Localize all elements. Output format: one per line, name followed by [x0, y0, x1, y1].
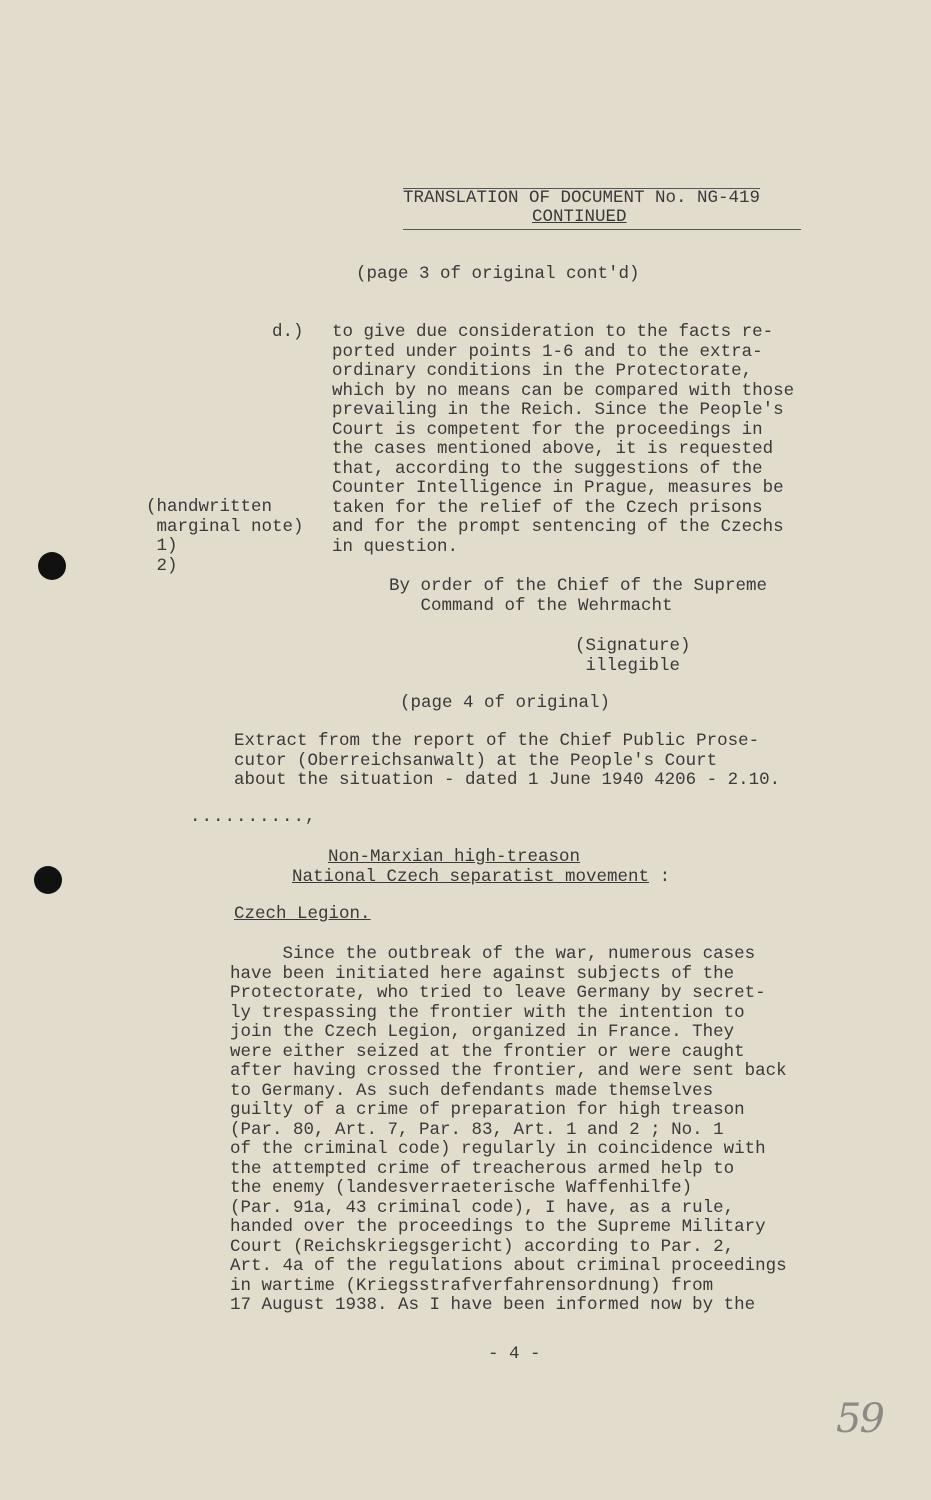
ellipsis-dots: .........., — [190, 807, 317, 827]
item-d-paragraph: to give due consideration to the facts re- ported under points 1-6 and to the extra- ordinary conditions in the Protectorate, which by no means can be compared with those prevailing in the Reich. Since the People's Court is competent for the proceedings in the cases mentioned above, it is requested that, according to the suggestions of the Counter Intelligence in Prague, measures be taken for the relief of the Czech prisons and for the prompt sentencing of the Czechs in question. — [332, 322, 795, 557]
body-paragraph: Since the outbreak of the war, numerous cases have been initiated here against subjects of the Protectorate, who tried to leave Germany by secret- ly trespassing the frontier with the intention to join the Czech Legion, organized in France. They were either seized at the frontier or were caught after having crossed the frontier, and were sent back to Germany. As such defendants made themselves guilty of a crime of preparation for high treason (Par. 80, Art. 7, Par. 83, Art. 1 and 2 ; No. 1 of the criminal code) regularly in coincidence with the attempted crime of treacherous armed help to the enemy (landesverraeterische Waffenhilfe) (Par. 91a, 43 criminal code), I have, as a rule, handed over the proceedings to the Supreme Military Court (Reichskriegsgericht) according to Par. 2, Art. 4a of the regulations about criminal proceedings in wartime (Kriegsstrafverfahrensordnung) from 17 August 1938. As I have been informed now by the — [230, 944, 787, 1315]
marginal-note: (handwritten marginal note) 1) 2) — [146, 497, 304, 576]
page3-continued-note: (page 3 of original cont'd) — [356, 264, 640, 284]
continued-label: CONTINUED — [532, 207, 627, 227]
extract-paragraph: Extract from the report of the Chief Public Prose- cutor (Oberreichsanwalt) at the People's Court about the situation - dated 1 June 1940 4206 - 2.10. — [234, 731, 781, 790]
punch-hole-lower — [34, 866, 62, 894]
section-title-line2-text: National Czech separatist movement — [292, 867, 650, 887]
section-title-line2 — [292, 868, 670, 888]
handwritten-page-number: 59 — [836, 1396, 883, 1442]
item-d-letter: d.) — [272, 322, 304, 342]
punch-hole-upper — [38, 552, 66, 580]
order-line: By order of the Chief of the Supreme Command of the Wehrmacht — [389, 576, 768, 616]
page4-note: (page 4 of original) — [400, 693, 611, 713]
section-title-line1: Non-Marxian high-treason — [328, 847, 581, 867]
czech-legion-heading: Czech Legion. — [234, 904, 371, 924]
translation-header: TRANSLATION OF DOCUMENT No. NG-419 — [403, 188, 761, 208]
header-rule — [403, 229, 801, 230]
signature-block: (Signature) illegible — [575, 636, 691, 676]
section-title-colon: : — [649, 867, 671, 887]
page-number-footer: - 4 - — [488, 1344, 541, 1364]
